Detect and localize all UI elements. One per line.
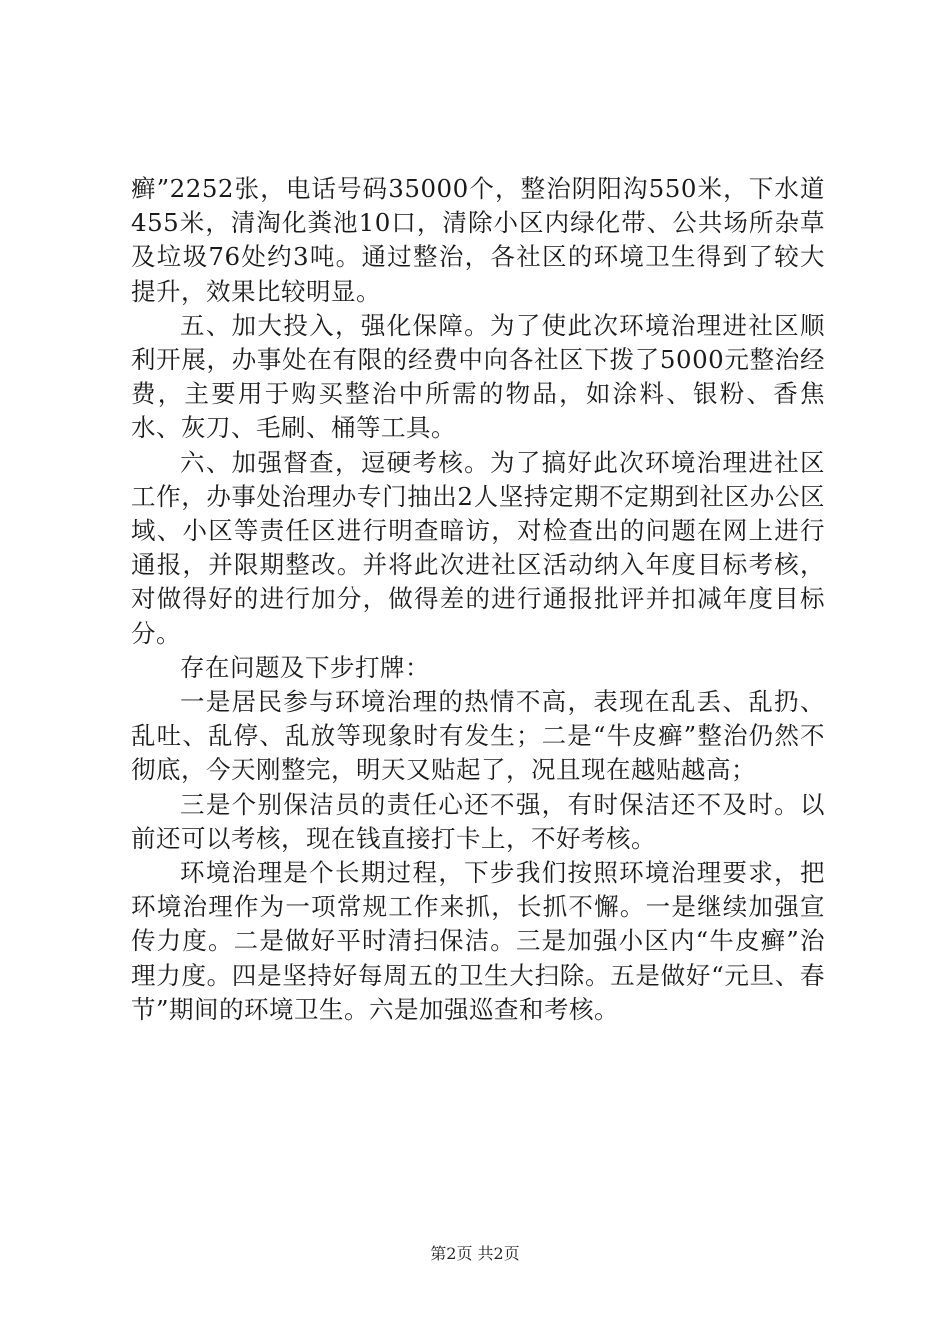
document-body	[131, 172, 825, 1027]
paragraph-problem-three: 三是个别保洁员的责任心还不强，有时保洁还不及时。以前还可以考核，现在钱直接打卡上，不好考核。	[131, 789, 825, 853]
paragraph-section-six: 六、加强督查，逗硬考核。为了搞好此次环境治理进社区工作，办事处治理办专门抽出2人坚持定期不定期到社区办公区域、小区等责任区进行明查暗访，对检查出的问题在网上进行通报，并限期整改。并将此次进社区活动纳入年度目标考核，对做得好的进行加分，做得差的进行通报批评并扣减年度目标分。	[131, 447, 825, 648]
paragraph-problem-one-two: 一是居民参与环境治理的热情不高，表现在乱丢、乱扔、乱吐、乱停、乱放等现象时有发生；二是“牛皮癣”整治仍然不彻底，今天刚整完，明天又贴起了，况且现在越贴越高；	[131, 687, 825, 785]
page-footer: 第2页 共2页	[430, 1244, 520, 1263]
paragraph-problems-heading: 存在问题及下步打牌：	[180, 652, 430, 682]
paragraph-section-five: 五、加大投入，强化保障。为了使此次环境治理进社区顺利开展，办事处在有限的经费中向各社区下拨了5000元整治经费，主要用于购买整治中所需的物品，如涂料、银粉、香焦水、灰刀、毛刷、桶等工具。	[131, 310, 825, 443]
paragraph-continued: 癣”2252张，电话号码35000个，整治阴阳沟550米，下水道455米，清淘化粪池10口，清除小区内绿化带、公共场所杂草及垃圾76处约3吨。通过整治，各社区的环境卫生得到了较大提升，效果比较明显。	[131, 174, 825, 306]
paragraph-next-steps: 环境治理是个长期过程，下步我们按照环境治理要求，把环境治理作为一项常规工作来抓，长抓不懈。一是继续加强宣传力度。二是做好平时清扫保洁。三是加强小区内“牛皮癣”治理力度。四是坚持好每周五的卫生大扫除。五是做好“元旦、春节”期间的环境卫生。六是加强巡查和考核。	[131, 858, 825, 1024]
